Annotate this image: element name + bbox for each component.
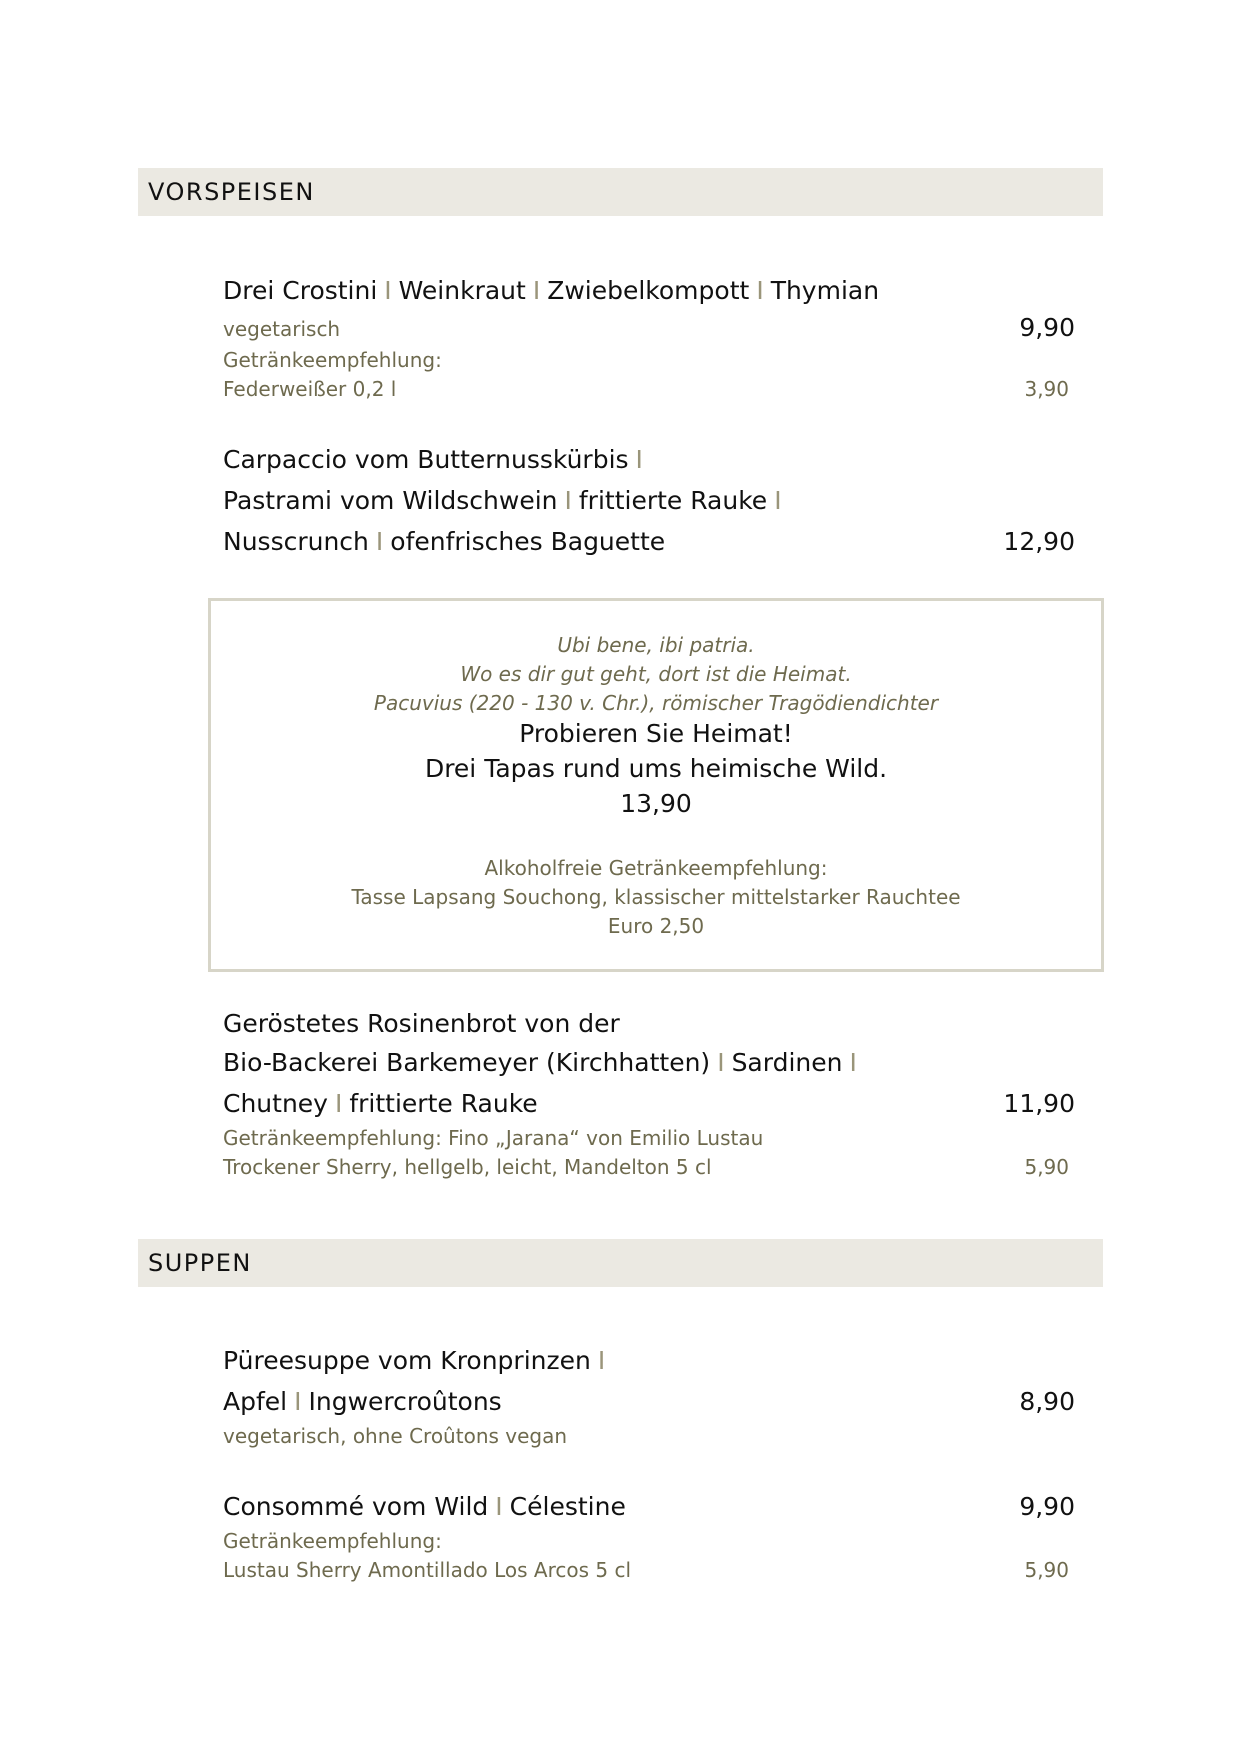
separator: I — [849, 1048, 857, 1077]
dish-price: 12,90 — [1003, 527, 1075, 556]
separator: I — [334, 1089, 343, 1118]
dish-rosinenbrot-line3 — [223, 1089, 538, 1118]
special-drink-price: Euro 2,50 — [607, 914, 705, 938]
dish-carpaccio-line3 — [223, 527, 665, 556]
separator: I — [635, 445, 643, 474]
drink-recommendation: Federweißer 0,2 l — [223, 377, 397, 401]
dish-pueree-line2 — [223, 1387, 502, 1416]
separator: I — [495, 1492, 503, 1521]
dish-carpaccio-line2 — [223, 486, 789, 515]
dish-consomme-title — [223, 1492, 626, 1521]
dish-part: frittierte Rauke — [578, 486, 768, 515]
dish-price: 9,90 — [1019, 313, 1075, 342]
separator: I — [532, 276, 541, 305]
dish-part: Chutney — [223, 1089, 328, 1118]
dish-price: 8,90 — [1019, 1387, 1075, 1416]
separator: I — [597, 1346, 606, 1375]
separator: I — [717, 1048, 725, 1077]
dish-part: Drei Crostini — [223, 276, 378, 305]
separator: I — [294, 1387, 302, 1416]
dish-part: Ingwercroûtons — [308, 1387, 502, 1416]
dish-part: Pastrami vom Wildschwein — [223, 486, 558, 515]
dish-pueree-line1 — [223, 1346, 612, 1375]
dish-part: Nusscrunch — [223, 527, 369, 556]
dish-price: 11,90 — [1003, 1089, 1075, 1118]
dish-note: vegetarisch, ohne Croûtons vegan — [223, 1424, 568, 1448]
dish-part: Thymian — [770, 276, 880, 305]
quote-attribution: Pacuvius (220 - 130 v. Chr.), römischer Tragödiendichter — [373, 691, 939, 715]
section-header-vorspeisen — [138, 168, 1103, 216]
special-title: Probieren Sie Heimat! — [519, 719, 793, 748]
dish-carpaccio-line1 — [223, 445, 650, 474]
dish-part: Célestine — [509, 1492, 626, 1521]
special-drink-label: Alkoholfreie Getränkeempfehlung: — [484, 856, 828, 880]
dish-part: Apfel — [223, 1387, 288, 1416]
dish-rosinenbrot-line1: Geröstetes Rosinenbrot von der — [223, 1009, 620, 1038]
dish-price: 9,90 — [1019, 1492, 1075, 1521]
drink-label: Getränkeempfehlung: — [223, 348, 442, 372]
special-description: Drei Tapas rund ums heimische Wild. — [424, 754, 888, 783]
drink-price: 3,90 — [1024, 377, 1069, 401]
drink-price: 5,90 — [1024, 1155, 1069, 1179]
drink-recommendation: Lustau Sherry Amontillado Los Arcos 5 cl — [223, 1558, 632, 1582]
drink-description: Trockener Sherry, hellgelb, leicht, Mandelton 5 cl — [223, 1155, 712, 1179]
separator: I — [774, 486, 782, 515]
dish-note: vegetarisch — [223, 317, 341, 341]
special-drink: Tasse Lapsang Souchong, klassischer mittelstarker Rauchtee — [351, 885, 961, 909]
separator: I — [756, 276, 764, 305]
dish-part: Bio-Backerei Barkemeyer (Kirchhatten) — [223, 1048, 711, 1077]
quote-latin: Ubi bene, ibi patria. — [557, 633, 755, 657]
separator: I — [375, 527, 384, 556]
dish-part: ofenfrisches Baguette — [390, 527, 666, 556]
dish-part: Consommé vom Wild — [223, 1492, 489, 1521]
dish-crostini-title — [223, 276, 879, 305]
dish-part: Weinkraut — [398, 276, 526, 305]
dish-rosinenbrot-line2 — [223, 1048, 864, 1077]
special-offer-box — [208, 598, 1104, 972]
section-title: VORSPEISEN — [148, 178, 315, 206]
quote-german: Wo es dir gut geht, dort ist die Heimat. — [460, 662, 852, 686]
dish-part: Zwiebelkompott — [547, 276, 750, 305]
section-header-suppen — [138, 1239, 1103, 1287]
dish-part: frittierte Rauke — [349, 1089, 538, 1118]
drink-price: 5,90 — [1024, 1558, 1069, 1582]
separator: I — [384, 276, 392, 305]
drink-label: Getränkeempfehlung: — [223, 1529, 442, 1553]
dish-part: Carpaccio vom Butternusskürbis — [223, 445, 629, 474]
section-title: SUPPEN — [148, 1249, 252, 1277]
dish-part: Sardinen — [731, 1048, 843, 1077]
dish-part: Püreesuppe vom Kronprinzen — [223, 1346, 591, 1375]
separator: I — [564, 486, 572, 515]
drink-recommendation: Getränkeempfehlung: Fino „Jarana“ von Emilio Lustau — [223, 1126, 764, 1150]
special-price: 13,90 — [620, 789, 692, 818]
